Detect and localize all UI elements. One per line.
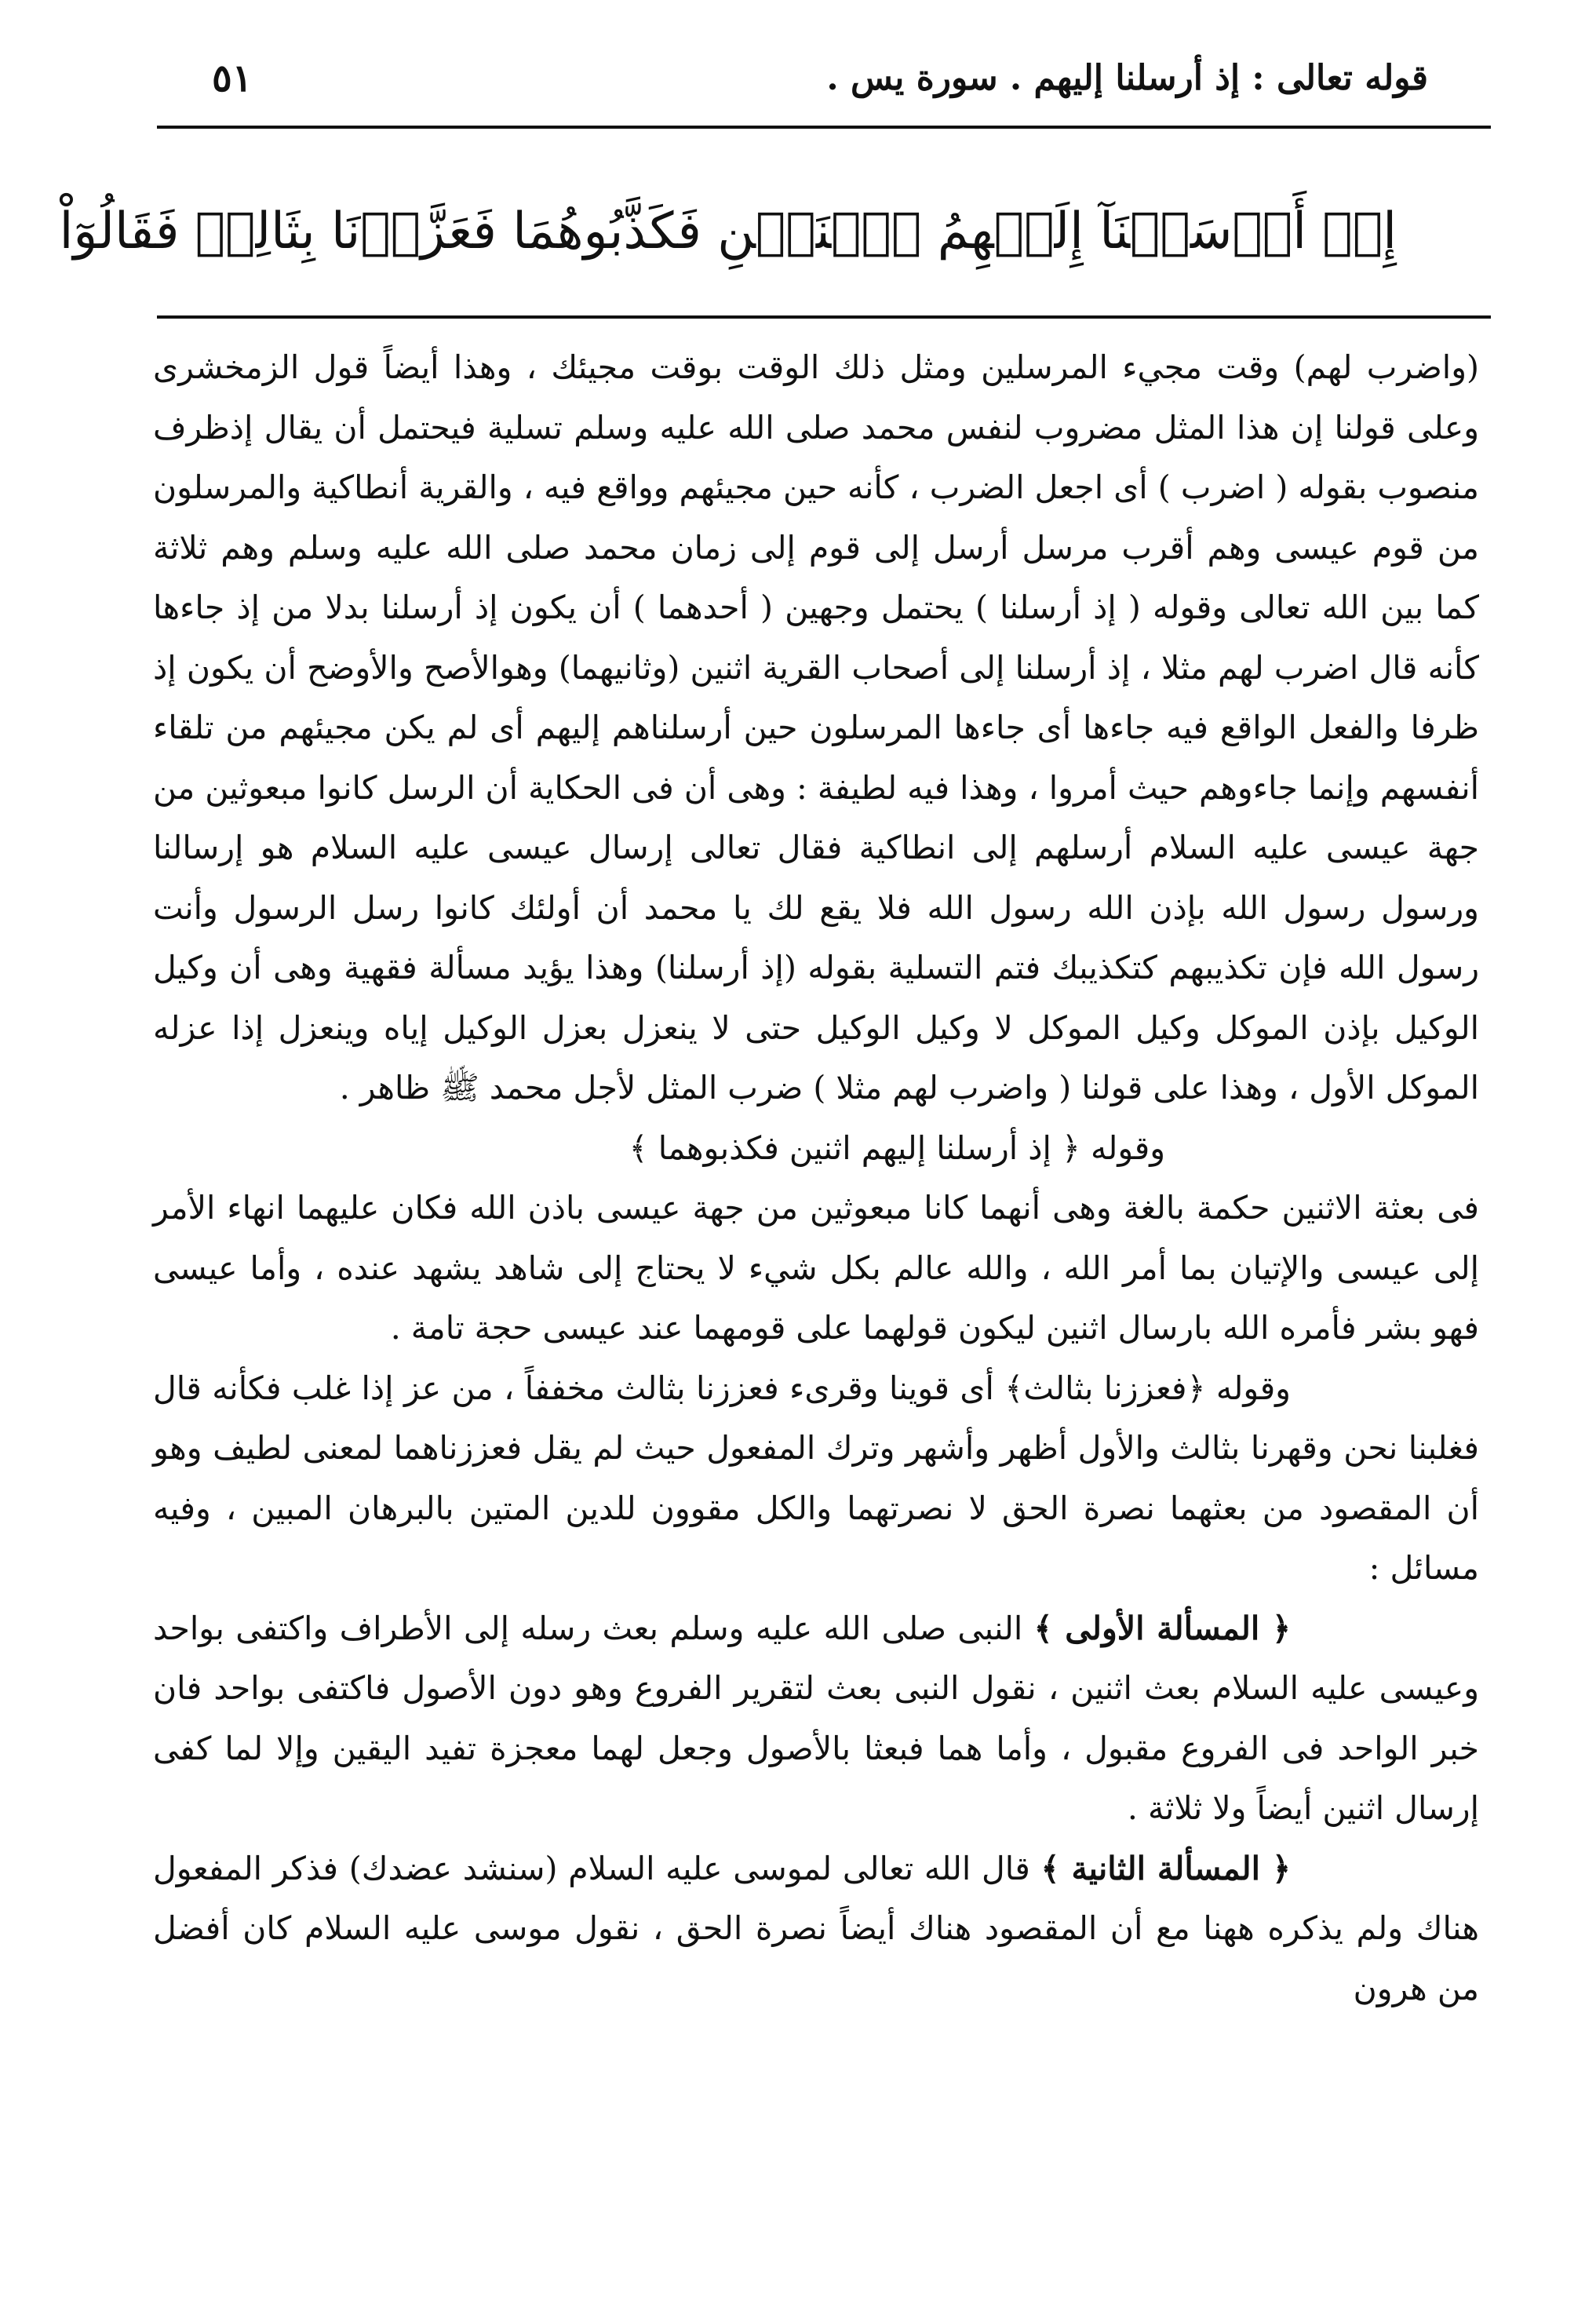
paragraph: وقوله ﴿فعززنا بثالث﴾ أى قوينا وقرىء فعززنا بثالث مخففاً ، من عز إذا غلب فكأنه قال فغلبنا نحن وقهرنا بثالث والأول أظهر وأشهر وترك المفعول حيث لم يقل فعززناهما لمعنى لطيف وهو أن المقصود من بعثهما نصرة الحق لا نصرتهما والكل مقوون للدين المتين بالبرهان المبين ، وفيه مسائل : <box>153 1369 1479 1587</box>
verse-rule <box>157 315 1491 319</box>
paragraph-quote: وقوله ﴿ إذ أرسلنا إليهم اثنين فكذبوهما ﴾ <box>629 1129 1165 1167</box>
header-title: قوله تعالى : إذ أرسلنا إليهم . سورة يس . <box>826 58 1428 98</box>
running-header <box>157 43 1428 114</box>
paragraph: فى بعثة الاثنين حكمة بالغة وهى أنهما كانا مبعوثين من جهة عيسى باذن الله فكان عليهما انهاء الأمر إلى عيسى والإتيان بما أمر الله ، والله عالم بكل شيء لا يحتاج إلى شاهد يشهد عنده ، وأما عيسى فهو بشر فأمره الله بارسال اثنين ليكون قولهما على قومهما عند عيسى حجة تامة . <box>153 1189 1479 1347</box>
commentary-body <box>153 337 1479 2018</box>
issue-label: ﴿ المسألة الثانية ﴾ <box>1040 1849 1291 1887</box>
page-number: ٥١ <box>212 57 253 100</box>
issue-text: النبى صلى الله عليه وسلم بعث رسله إلى الأطراف واكتفى بواحد وعيسى عليه السلام بعث اثنين ، نقول النبى بعث لتقرير الفروع وهو دون الأصول فاكتفى بواحد فان خبر الواحد فى الفروع مقبول ، وأما هما فبعثا بالأصول وجعل لهما معجزة تفيد اليقين وإلا لما كفى إرسال اثنين أيضاً ولا ثلاثة . <box>153 1609 1479 1827</box>
issue-paragraph <box>153 1839 1479 2019</box>
issue-text: قال الله تعالى لموسى عليه السلام (سنشد عضدك) فذكر المفعول هناك ولم يذكره ههنا مع أن المقصود هناك أيضاً نصرة الحق ، نقول موسى عليه السلام كان أفضل من هرون <box>153 1849 1479 2007</box>
issue-label: ﴿ المسألة الأولى ﴾ <box>1033 1609 1291 1647</box>
issue-paragraph <box>153 1599 1479 1839</box>
header-rule <box>157 126 1491 129</box>
quran-verse: إِذۡ أَرۡسَلۡنَآ إِلَيۡهِمُ ٱثۡنَيۡنِ فَكَذَّبُوهُمَا فَعَزَّزۡنَا بِثَالِثٖ فَقَالُوٓاْ <box>59 202 1397 261</box>
paragraph: (واضرب لهم) وقت مجيء المرسلين ومثل ذلك الوقت بوقت مجيئك ، وهذا أيضاً قول الزمخشرى وعلى قولنا إن هذا المثل مضروب لنفس محمد صلى الله عليه وسلم تسلية فيحتمل أن يقال إذظرف منصوب بقوله ( اضرب ) أى اجعل الضرب ، كأنه حين مجيئهم وواقع فيه ، والقرية أنطاكية والمرسلون من قوم عيسى وهم أقرب مرسل أرسل إلى قوم إلى زمان محمد صلى الله عليه وسلم وهم ثلاثة كما بين الله تعالى وقوله ( إذ أرسلنا ) يحتمل وجهين ( أحدهما ) أن يكون إذ أرسلنا بدلا من إذ جاءها كأنه قال اضرب لهم مثلا ، إذ أرسلنا إلى أصحاب القرية اثنين (وثانيهما) وهوالأصح والأوضح أن يكون إذ ظرفا والفعل الواقع فيه جاءها أى جاءها المرسلون حين أرسلناهم إليهم أى لم يكن مجيئهم من تلقاء أنفسهم وإنما جاءوهم حيث أمروا ، وهذا فيه لطيفة : وهى أن فى الحكاية أن الرسل كانوا مبعوثين من جهة عيسى عليه السلام أرسلهم إلى انطاكية فقال تعالى إرسال عيسى عليه السلام هو إرسالنا ورسول رسول الله بإذن الله رسول الله فلا يقع لك يا محمد أن أولئك كانوا رسل الرسول وأنت رسول الله فإن تكذيبهم كتكذيبك فتم التسلية بقوله (إذ أرسلنا) وهذا يؤيد مسألة فقهية وهى أن وكيل الوكيل بإذن الموكل وكيل الموكل لا وكيل الوكيل حتى لا ينعزل بعزل الوكيل إياه وينعزل إذا عزله الموكل الأول ، وهذا على قولنا ( واضرب لهم مثلا ) ضرب المثل لأجل محمد ﷺ ظاهر . <box>153 348 1479 1107</box>
